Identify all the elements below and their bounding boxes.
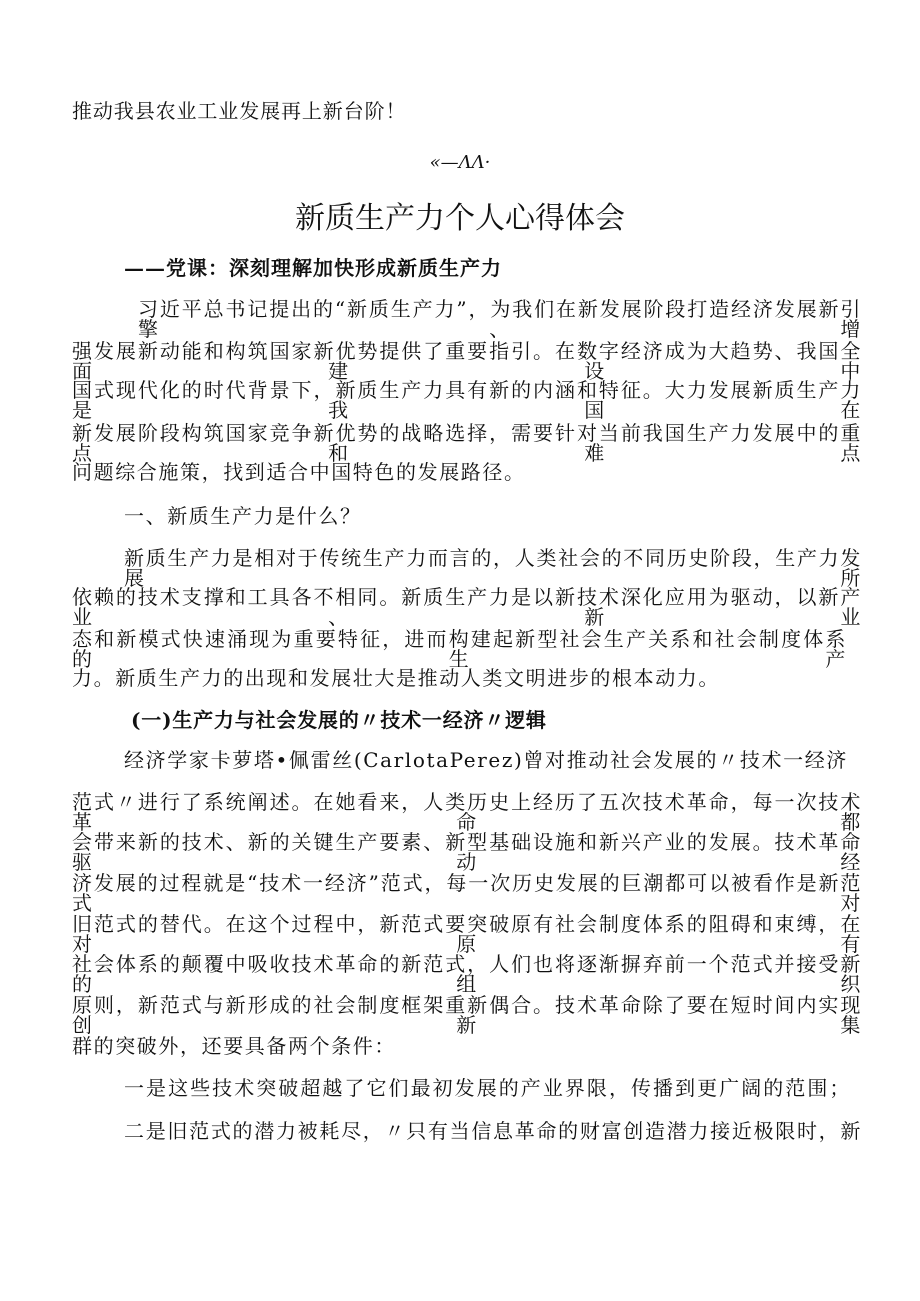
paragraph-line: 国式现代化的时代背景下，新质生产力具有新的内涵和特征。大力发展新质生产力是我国在 — [72, 378, 862, 422]
paragraph-line: 济发展的过程就是“技术一经济”范式，每一次历史发展的巨潮都可以被看作是新范式对 — [72, 871, 862, 915]
paragraph-line: 群的突破外，还要具备两个条件： — [72, 1034, 396, 1058]
paragraph-line: 力。新质生产力的出现和发展壮大是推动人类文明进步的根本动力。 — [72, 666, 720, 690]
paragraph-line: 态和新模式快速涌现为重要特征，进而构建起新型社会生产关系和社会制度体系的生产 — [72, 627, 847, 671]
top-line: 推动我县农业工业发展再上新台阶！ — [72, 99, 407, 123]
section-heading-1: 一、新质生产力是什么？ — [124, 504, 362, 528]
paragraph-line: 原则，新范式与新形成的社会制度框架重新偶合。技术革命除了要在短时间内实现创新集 — [72, 993, 862, 1037]
paragraph-line: 新发展阶段构筑国家竞争新优势的战略选择，需要针对当前我国生产力发展中的重点和难点 — [72, 421, 862, 465]
page-title: 新质生产力个人心得体会 — [295, 201, 625, 236]
paragraph-line: 经济学家卡萝塔•佩雷丝(CarlotaPerez)曾对推动社会发展的〃技术一经济 — [124, 748, 848, 772]
page-subtitle: ——党课：深刻理解加快形成新质生产力 — [124, 256, 502, 280]
paragraph-line: 习近平总书记提出的“新质生产力”，为我们在新发展阶段打造经济发展新引擎、增 — [138, 297, 862, 341]
paragraph-line: 问题综合施策，找到适合中国特色的发展路径。 — [72, 460, 526, 484]
ornament: «—ΛΛ· — [429, 152, 491, 173]
paragraph-line: 二是旧范式的潜力被耗尽，〃只有当信息革命的财富创造潜力接近极限时，新 — [124, 1119, 862, 1143]
paragraph-line: 旧范式的替代。在这个过程中，新范式要突破原有社会制度体系的阻碍和束缚，在对原有 — [72, 912, 862, 956]
paragraph-line: 社会体系的颠覆中吸收技术革命的新范式，人们也将逐渐摒弃前一个范式并接受新的组织 — [72, 952, 862, 996]
paragraph-line: 一是这些技术突破超越了它们最初发展的产业界限，传播到更广阔的范围； — [124, 1076, 851, 1100]
paragraph-line: 新质生产力是相对于传统生产力而言的，人类社会的不同历史阶段，生产力发展所 — [124, 546, 862, 590]
paragraph-line: 依赖的技术支撑和工具各不相同。新质生产力是以新技术深化应用为驱动，以新产业、新业 — [72, 585, 862, 629]
section-heading-2: (一)生产力与社会发展的〃技术一经济〃逻辑 — [131, 708, 547, 732]
paragraph-line: 范式〃进行了系统阐述。在她看来，人类历史上经历了五次技术革命，每一次技术革命都 — [72, 790, 862, 834]
paragraph-line: 强发展新动能和构筑国家新优势提供了重要指引。在数字经济成为大趋势、我国全面建设中 — [72, 339, 862, 383]
paragraph-line: 会带来新的技术、新的关键生产要素、新型基础设施和新兴产业的发展。技术革命驱动经 — [72, 830, 862, 874]
